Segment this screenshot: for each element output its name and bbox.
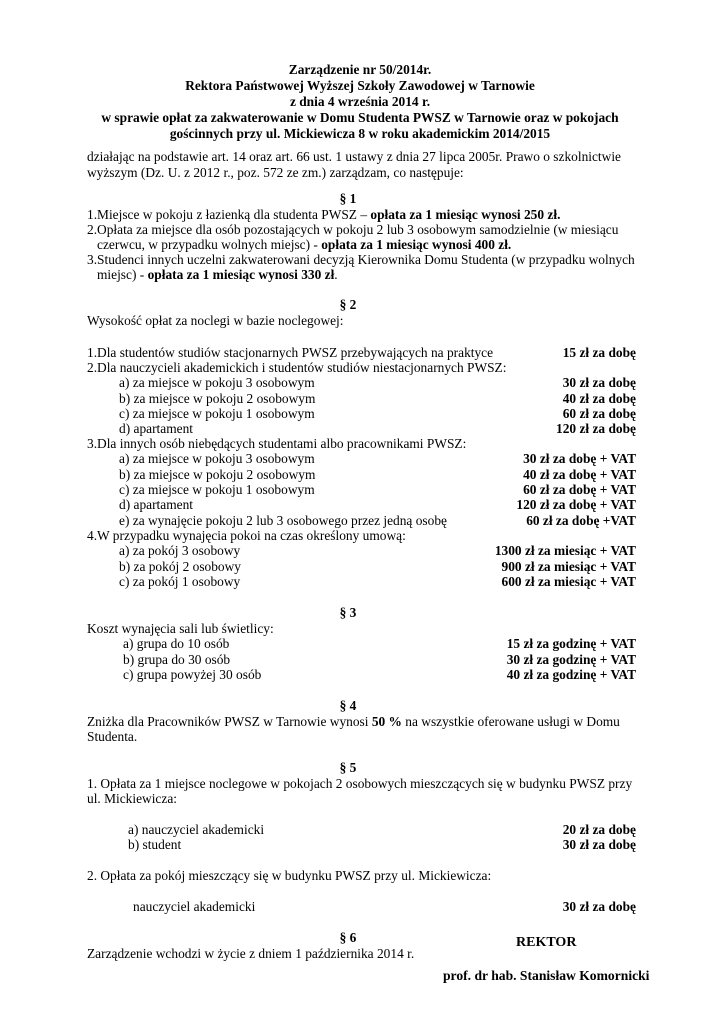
s5-p1-item-amount: 30 zł za dobę [562,837,636,852]
s2-g2-item-amount: 60 zł za dobę [562,406,636,421]
s5-p1-item-label: a) nauczyciel akademicki [128,822,265,837]
section-5-title: § 5 [339,760,357,775]
decree-subject-line1: w sprawie opłat za zakwaterowanie w Domu Studenta PWSZ w Tarnowie oraz w pokojach [101,110,619,125]
s6-text: Zarządzenie wchodzi w życie z dniem 1 października 2014 r. [87,946,415,961]
s5-p1-line1: 1. Opłata za 1 miejsce noclegowe w pokojach 2 osobowych mieszczących się w budynku PWSZ przy [87,776,633,791]
s1-item-2-text: czerwcu, w przypadku wolnych miejsc) - [97,237,322,252]
signature-name: prof. dr hab. Stanisław Komornicki [443,968,650,983]
section-6-title: § 6 [339,930,357,945]
s5-p1-line2: ul. Mickiewicza: [87,791,177,806]
s2-g3-item-amount: 60 zł za dobę + VAT [523,482,636,497]
s1-item-2-fee: opłata za 1 miesiąc wynosi 400 zł. [321,237,512,252]
s2-group-2-label: 2.Dla nauczycieli akademickich i studentów studiów niestacjonarnych PWSZ: [87,360,507,375]
decree-number: Zarządzenie nr 50/2014r. [288,62,432,77]
list-item [0,375,724,391]
s3-item-label: c) grupa powyżej 30 osób [123,667,262,682]
s2-group-1-amount: 15 zł za dobę [562,345,636,360]
s1-item-3-fee: opłata za 1 miesiąc wynosi 330 zł [147,267,335,282]
list-item [0,391,724,407]
list-item [0,421,724,437]
s2-group-1-label: 1.Dla studentów studiów stacjonarnych PWSZ przebywających na praktyce [87,345,494,360]
s1-item-3-end: . [334,267,338,282]
section-3-title: § 3 [339,605,357,620]
s2-g3-item-label: e) za wynajęcie pokoju 2 lub 3 osobowego przez jedną osobę [119,513,447,528]
intro-line1: działając na podstawie art. 14 oraz art. 66 ust. 1 ustawy z dnia 27 lipca 2005r. Prawo o szkolnictwie [87,149,621,164]
s3-item-amount: 40 zł za godzinę + VAT [506,667,636,682]
s4-line1 [87,714,620,730]
intro-line2: wyższym (Dz. U. z 2012 r., poz. 572 ze zm.) zarządzam, co następuje: [87,165,464,180]
s2-g3-item-label: b) za miejsce w pokoju 2 osobowym [119,467,316,482]
list-item [0,837,724,853]
s2-g4-item-amount: 1300 zł za miesiąc + VAT [494,543,636,558]
s4-line2: Studenta. [87,729,138,744]
s1-item-3-line1: 3.Studenci innych uczelni zakwaterowani decyzją Kierownika Domu Studenta (w przypadku wolnych [87,252,635,267]
list-item [0,636,724,652]
s2-g2-item-amount: 30 zł za dobę [562,375,636,390]
s2-g3-item-amount: 30 zł za dobę + VAT [523,451,636,466]
s2-g2-item-label: b) za miejsce w pokoju 2 osobowym [119,391,316,406]
s1-item-3-text: miejsc) - [97,267,148,282]
s2-g4-item-label: c) za pokój 1 osobowy [119,574,241,589]
s2-g4-item-amount: 900 zł za miesiąc + VAT [501,559,636,574]
s3-item-label: a) grupa do 10 osób [123,636,230,651]
s4-text-end: na wszystkie oferowane usługi w Domu [401,714,620,729]
s1-item-2-line2 [97,237,511,253]
s1-item-3-line2 [97,267,338,283]
list-item [0,467,724,483]
decree-subject-line2: gościnnych przy ul. Mickiewicza 8 w roku akademickim 2014/2015 [169,126,551,141]
s2-g2-item-amount: 40 zł za dobę [562,391,636,406]
list-item [0,406,724,422]
s5-p2-item-amount: 30 zł za dobę [562,899,636,914]
s2-group-1 [0,345,724,361]
list-item [0,482,724,498]
s2-g4-item-label: b) za pokój 2 osobowy [119,559,241,574]
list-item [0,899,724,915]
signature-role: REKTOR [516,935,577,950]
s4-text: Zniżka dla Pracowników PWSZ w Tarnowie wynosi [87,714,372,729]
list-item [0,513,724,529]
s3-item-amount: 30 zł za godzinę + VAT [506,652,636,667]
s2-g2-item-amount: 120 zł za dobę [556,421,636,436]
s4-discount: 50 % [371,714,402,729]
list-item [0,543,724,559]
s1-item-1-text: 1.Miejsce w pokoju z łazienką dla studenta PWSZ – [87,207,371,222]
s2-intro: Wysokość opłat za noclegi w bazie noclegowej: [87,313,344,328]
s2-g3-item-label: c) za miejsce w pokoju 1 osobowym [119,482,315,497]
s2-group-3-label: 3.Dla innych osób niebędących studentami albo pracownikami PWSZ: [87,436,467,451]
s2-g3-item-amount: 40 zł za dobę + VAT [523,467,636,482]
s2-g3-item-amount: 60 zł za dobę +VAT [526,513,636,528]
s2-g2-item-label: c) za miejsce w pokoju 1 osobowym [119,406,315,421]
list-item [0,451,724,467]
s3-item-label: b) grupa do 30 osób [123,652,231,667]
s5-p1-item-amount: 20 zł za dobę [562,822,636,837]
list-item [0,667,724,683]
s2-g2-item-label: a) za miejsce w pokoju 3 osobowym [119,375,315,390]
s5-p1-item-label: b) student [128,837,182,852]
section-2-title: § 2 [339,297,357,312]
s1-item-1 [87,207,560,223]
s2-group-4-label: 4.W przypadku wynajęcia pokoi na czas określony umową: [87,528,406,543]
list-item [0,574,724,590]
list-item [0,652,724,668]
issuer: Rektora Państwowej Wyższej Szkoły Zawodowej w Tarnowie [185,78,535,93]
s3-intro: Koszt wynajęcia sali lub świetlicy: [87,621,274,636]
s3-item-amount: 15 zł za godzinę + VAT [506,636,636,651]
s2-g3-item-amount: 120 zł za dobę + VAT [516,497,636,512]
s2-g4-item-label: a) za pokój 3 osobowy [119,543,241,558]
s2-g3-item-label: a) za miejsce w pokoju 3 osobowym [119,451,315,466]
s1-item-2-line1: 2.Opłata za miejsce dla osób pozostających w pokoju 2 lub 3 osobowym samodzielnie (w miesiącu [87,222,619,237]
list-item [0,497,724,513]
list-item [0,822,724,838]
s2-g4-item-amount: 600 zł za miesiąc + VAT [501,574,636,589]
list-item [0,559,724,575]
section-4-title: § 4 [339,698,357,713]
s5-p2-line: 2. Opłata za pokój mieszczący się w budynku PWSZ przy ul. Mickiewicza: [87,868,492,883]
s2-g2-item-label: d) apartament [119,421,193,436]
section-1-title: § 1 [339,191,357,206]
s1-item-1-fee: opłata za 1 miesiąc wynosi 250 zł. [370,207,561,222]
s5-p2-item-label: nauczyciel akademicki [133,899,256,914]
s2-g3-item-label: d) apartament [119,497,193,512]
decree-date: z dnia 4 września 2014 r. [289,94,431,109]
